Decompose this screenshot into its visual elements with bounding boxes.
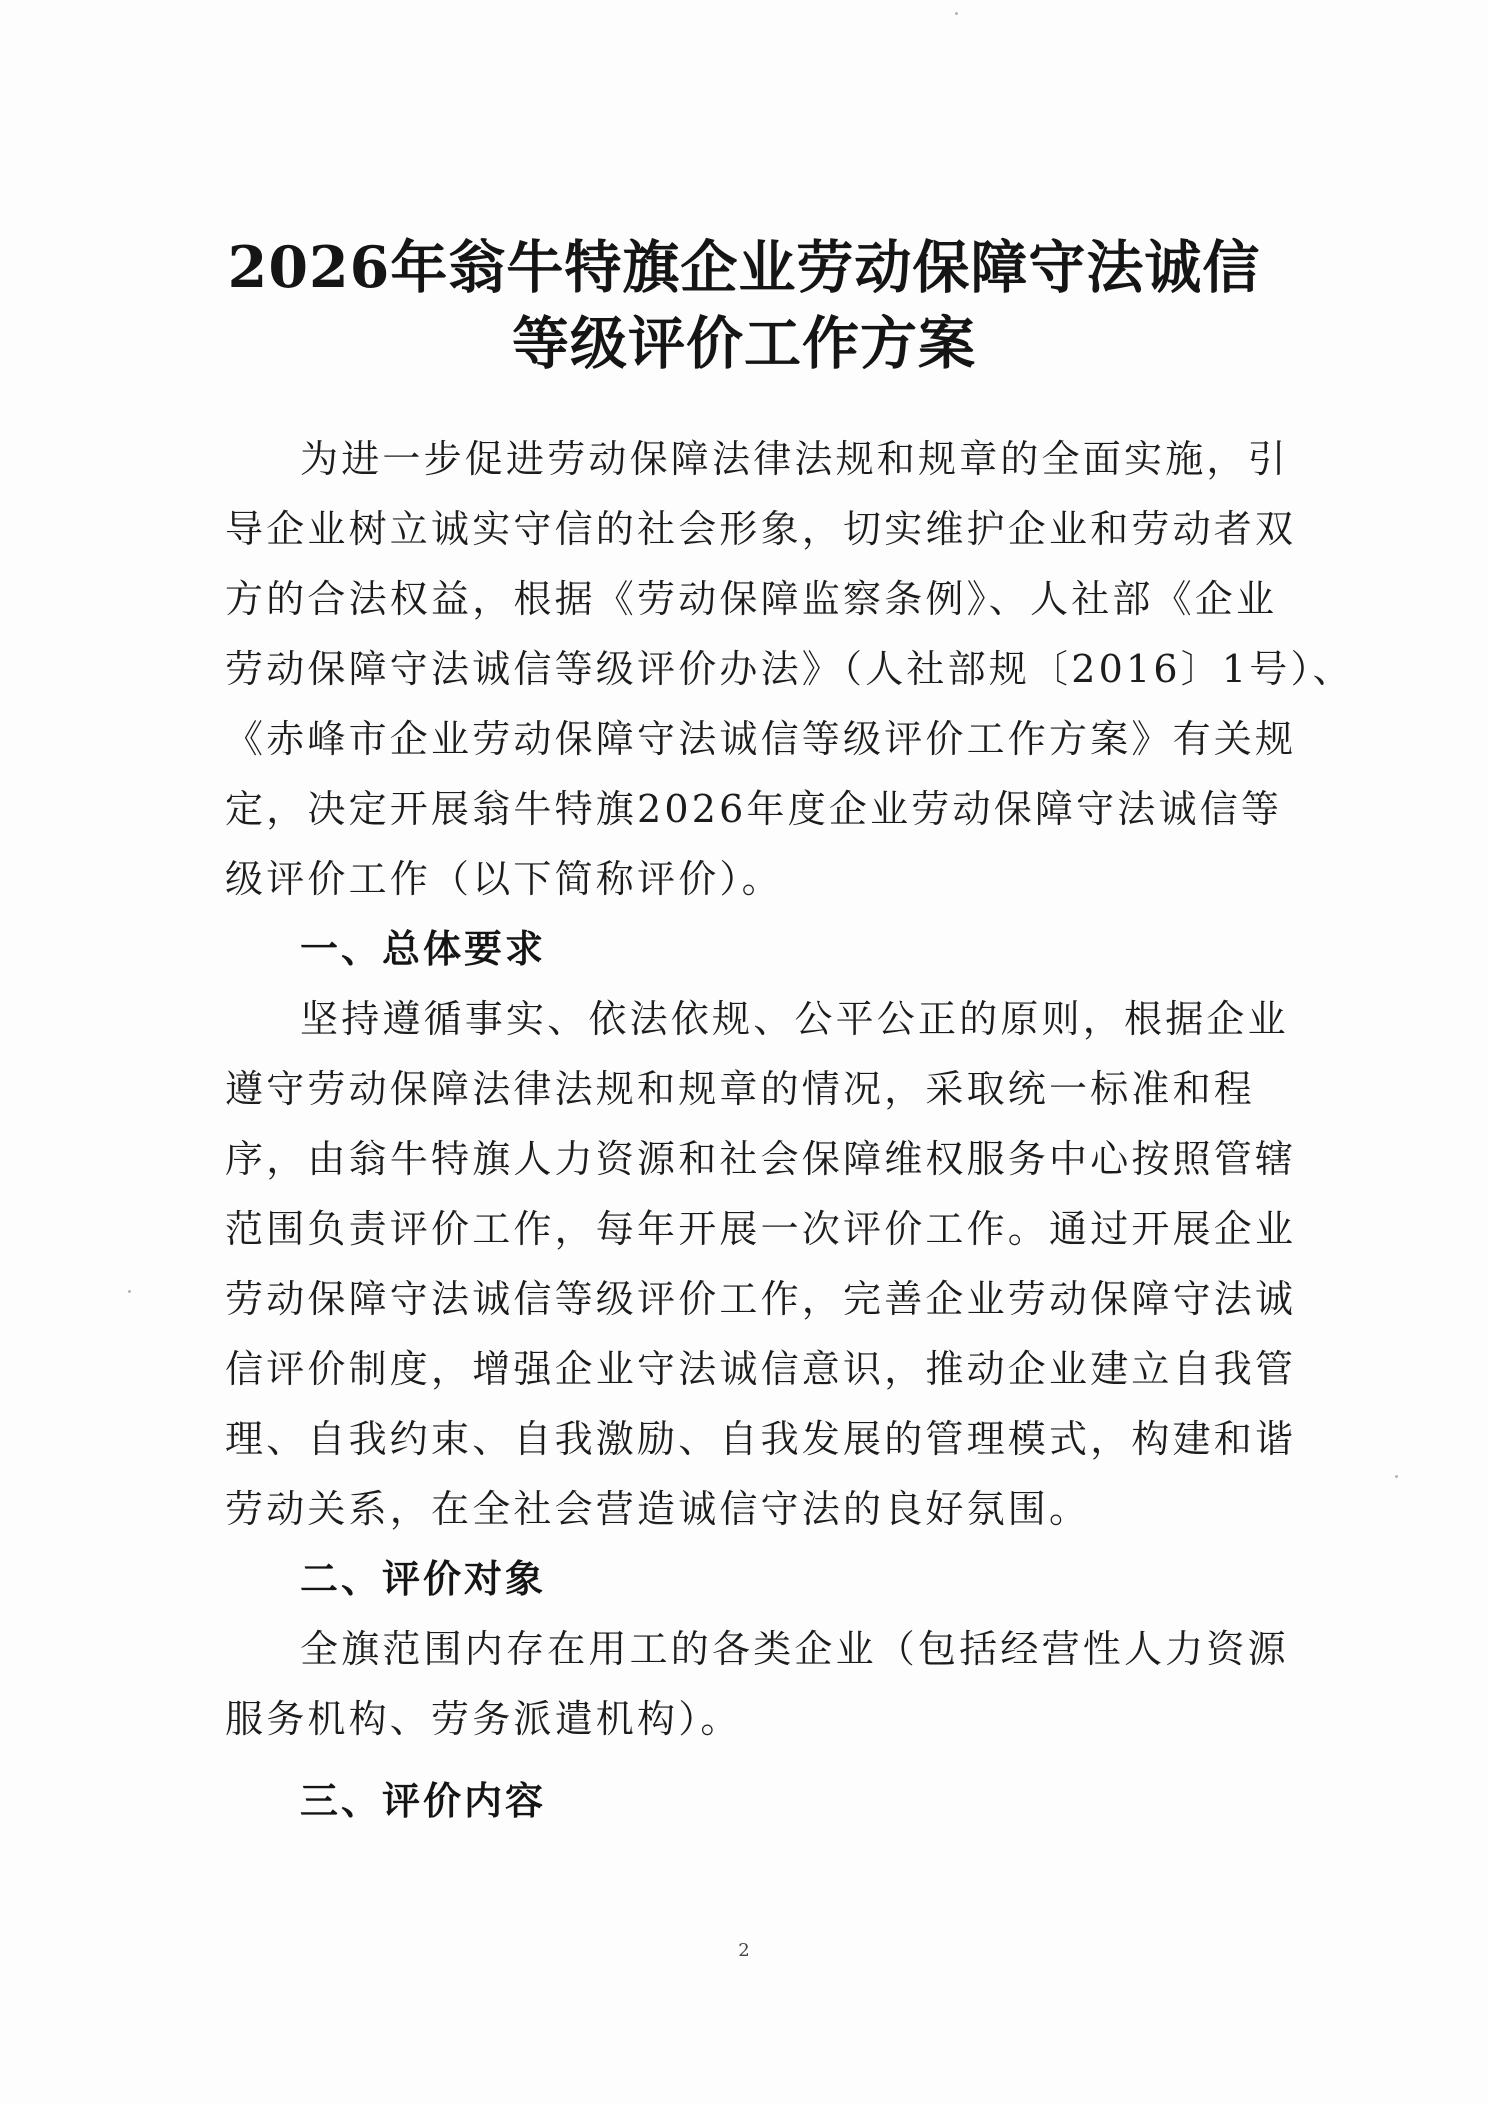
document-title-line-2: 等级评价工作方案 xyxy=(512,310,976,377)
scan-speck xyxy=(128,1290,131,1293)
page-number: 2 xyxy=(738,1940,750,1961)
section1-line: 理、自我约束、自我激励、自我发展的管理模式，构建和谐 xyxy=(225,1417,1297,1461)
intro-line: 导企业树立诚实守信的社会形象，切实维护企业和劳动者双 xyxy=(225,507,1297,551)
section-heading-evaluation-content: 三、评价内容 xyxy=(300,1779,547,1823)
section1-line: 信评价制度，增强企业守法诚信意识，推动企业建立自我管 xyxy=(225,1347,1297,1391)
section1-line: 劳动关系，在全社会营造诚信守法的良好氛围。 xyxy=(225,1487,1091,1531)
scan-speck xyxy=(955,12,958,15)
section1-line: 范围负责评价工作，每年开展一次评价工作。通过开展企业 xyxy=(225,1207,1297,1251)
intro-line: 方的合法权益，根据《劳动保障监察条例》、人社部《企业 xyxy=(225,577,1278,621)
section2-line: 全旗范围内存在用工的各类企业（包括经营性人力资源 xyxy=(300,1627,1289,1671)
section-heading-evaluation-targets: 二、评价对象 xyxy=(300,1557,547,1601)
document-title-line-1: 2026年翁牛特旗企业劳动保障守法诚信 xyxy=(227,234,1261,301)
section1-line: 劳动保障守法诚信等级评价工作，完善企业劳动保障守法诚 xyxy=(225,1277,1297,1321)
section1-line: 序，由翁牛特旗人力资源和社会保障维权服务中心按照管辖 xyxy=(225,1137,1297,1181)
section1-line: 坚持遵循事实、依法依规、公平公正的原则，根据企业 xyxy=(300,997,1289,1041)
intro-line: 为进一步促进劳动保障法律法规和规章的全面实施，引 xyxy=(300,437,1289,481)
intro-line: 定，决定开展翁牛特旗2026年度企业劳动保障守法诚信等 xyxy=(225,787,1283,831)
section-heading-general-requirements: 一、总体要求 xyxy=(300,927,547,971)
section2-line: 服务机构、劳务派遣机构）。 xyxy=(225,1697,742,1741)
section1-line: 遵守劳动保障法律法规和规章的情况，采取统一标准和程 xyxy=(225,1067,1256,1111)
intro-line: 《赤峰市企业劳动保障守法诚信等级评价工作方案》有关规 xyxy=(225,717,1297,761)
intro-line: 劳动保障守法诚信等级评价办法》（人社部规〔2016〕1号）、 xyxy=(225,647,1354,691)
scan-speck xyxy=(1395,1475,1398,1478)
intro-line: 级评价工作（以下简称评价）。 xyxy=(225,857,783,901)
